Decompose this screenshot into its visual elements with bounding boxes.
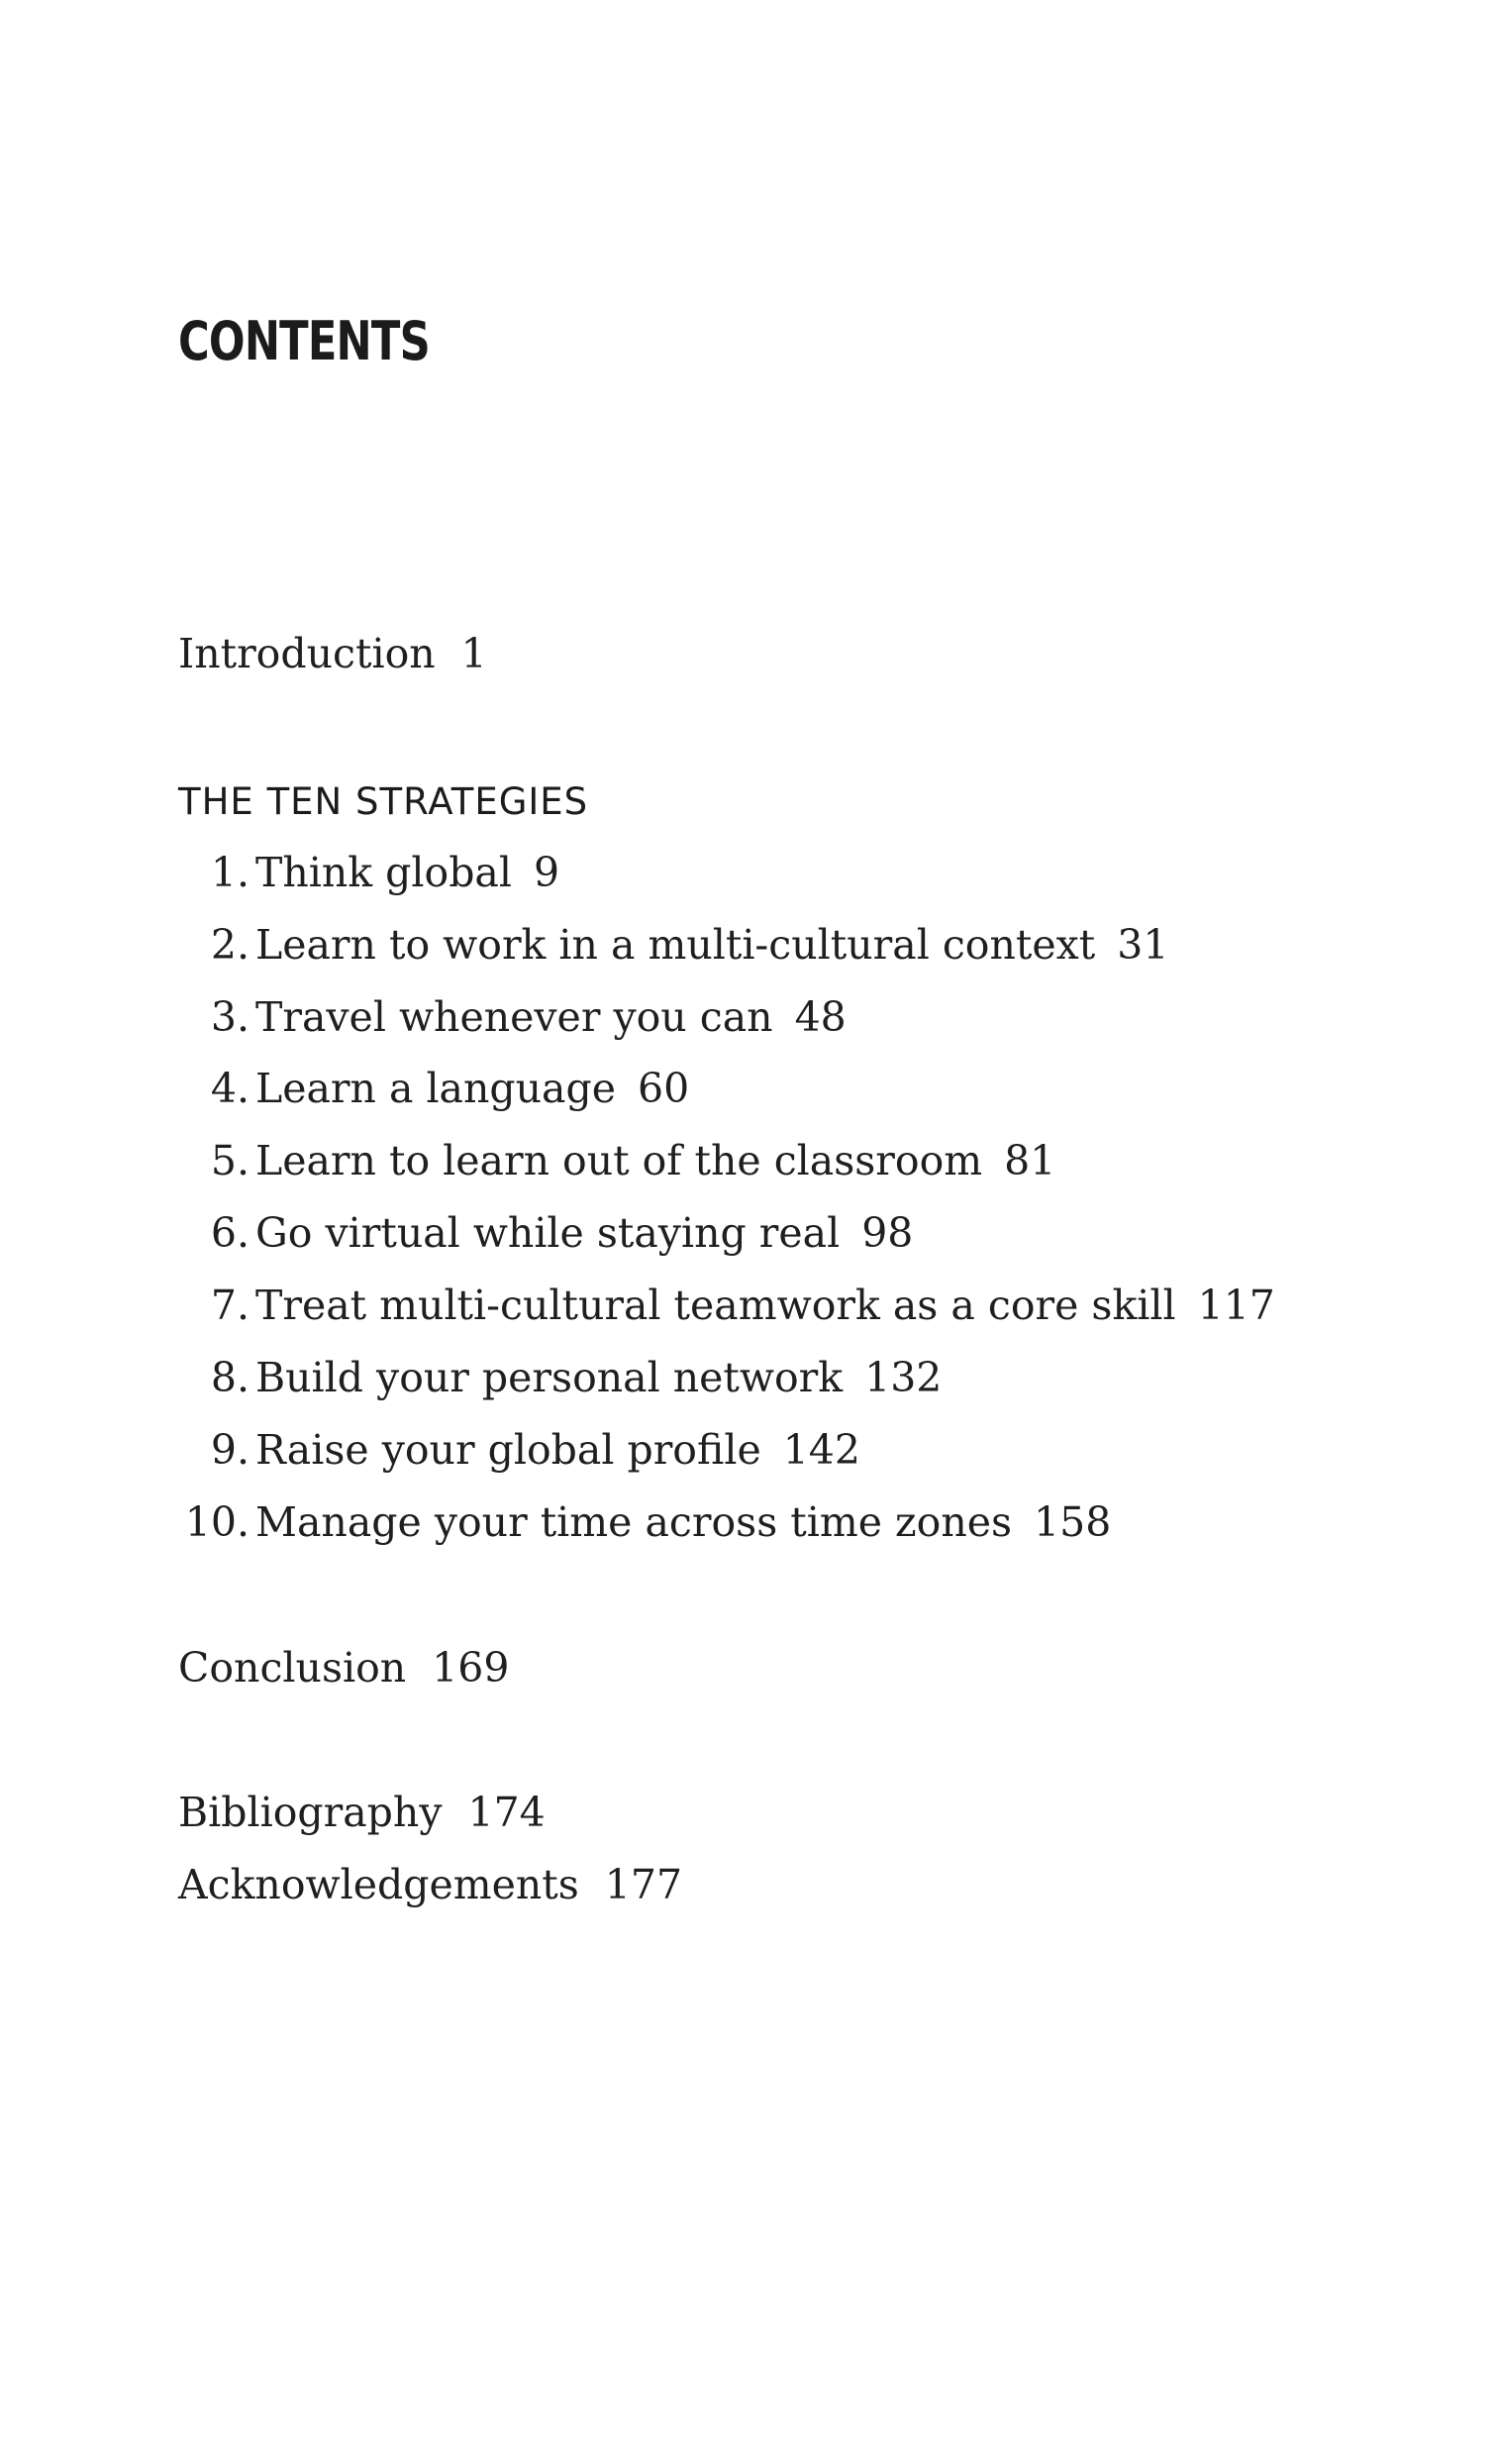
- toc-entry-page: 177: [604, 1861, 683, 1908]
- toc-entry-page: 132: [864, 1354, 943, 1401]
- toc-entry-strategy-1[interactable]: [178, 845, 559, 900]
- toc-entry-page: 1: [460, 630, 487, 677]
- toc-entry-page: 158: [1034, 1498, 1112, 1546]
- toc-entry-page: 81: [1004, 1137, 1056, 1184]
- toc-entry-strategy-2[interactable]: [178, 917, 1168, 973]
- toc-entry-page: 48: [794, 993, 847, 1041]
- toc-entry-page: 169: [432, 1644, 510, 1692]
- toc-entry-label: Introduction: [178, 630, 436, 677]
- toc-entry-strategy-8[interactable]: [178, 1350, 942, 1405]
- toc-entry-label: Learn a language: [255, 1065, 617, 1112]
- toc-entry-strategy-9[interactable]: [178, 1422, 860, 1478]
- toc-entry-number: 10.: [184, 1498, 250, 1546]
- section-heading: THE TEN STRATEGIES: [178, 780, 589, 823]
- toc-entry-number: 7.: [210, 1282, 250, 1329]
- toc-entry-number: 9.: [210, 1426, 250, 1474]
- toc-entry-number: 6.: [210, 1209, 250, 1257]
- toc-entry-page: 9: [534, 849, 560, 896]
- toc-entry-conclusion[interactable]: [178, 1640, 509, 1695]
- toc-entry-page: 31: [1117, 921, 1169, 969]
- toc-entry-strategy-3[interactable]: [178, 989, 847, 1045]
- toc-entry-number: 2.: [210, 921, 250, 969]
- toc-entry-page: 60: [638, 1065, 690, 1112]
- toc-entry-label: Raise your global profile: [255, 1426, 761, 1474]
- toc-entry-label: Travel whenever you can: [255, 993, 773, 1041]
- toc-entry-acknowledgements[interactable]: [178, 1857, 682, 1912]
- toc-entry-label: Learn to work in a multi-cultural context: [255, 921, 1096, 969]
- toc-entry-page: 174: [467, 1789, 546, 1836]
- toc-entry-strategy-4[interactable]: [178, 1061, 689, 1116]
- toc-entry-page: 117: [1197, 1282, 1275, 1329]
- toc-entry-strategy-10[interactable]: [178, 1494, 1111, 1550]
- toc-entry-label: Manage your time across time zones: [255, 1498, 1013, 1546]
- toc-entry-bibliography[interactable]: [178, 1785, 546, 1840]
- toc-entry-label: Bibliography: [178, 1789, 443, 1836]
- toc-entry-label: Learn to learn out of the classroom: [255, 1137, 983, 1184]
- toc-entry-number: 5.: [210, 1137, 250, 1184]
- toc-entry-page: 142: [782, 1426, 860, 1474]
- page-title: CONTENTS: [178, 310, 430, 372]
- toc-entry-label: Acknowledgements: [178, 1861, 579, 1908]
- toc-entry-number: 4.: [210, 1065, 250, 1112]
- toc-entry-number: 3.: [210, 993, 250, 1041]
- toc-entry-introduction[interactable]: [178, 626, 487, 681]
- toc-entry-number: 1.: [210, 849, 250, 896]
- toc-entry-strategy-5[interactable]: [178, 1133, 1055, 1188]
- toc-entry-label: Conclusion: [178, 1644, 407, 1692]
- toc-entry-label: Go virtual while staying real: [255, 1209, 841, 1257]
- toc-entry-label: Think global: [255, 849, 512, 896]
- toc-entry-page: 98: [861, 1209, 914, 1257]
- toc-entry-label: Build your personal network: [255, 1354, 844, 1401]
- toc-entry-number: 8.: [210, 1354, 250, 1401]
- toc-entry-strategy-6[interactable]: [178, 1205, 913, 1261]
- toc-entry-strategy-7[interactable]: [178, 1278, 1275, 1333]
- toc-entry-label: Treat multi-cultural teamwork as a core skill: [255, 1282, 1176, 1329]
